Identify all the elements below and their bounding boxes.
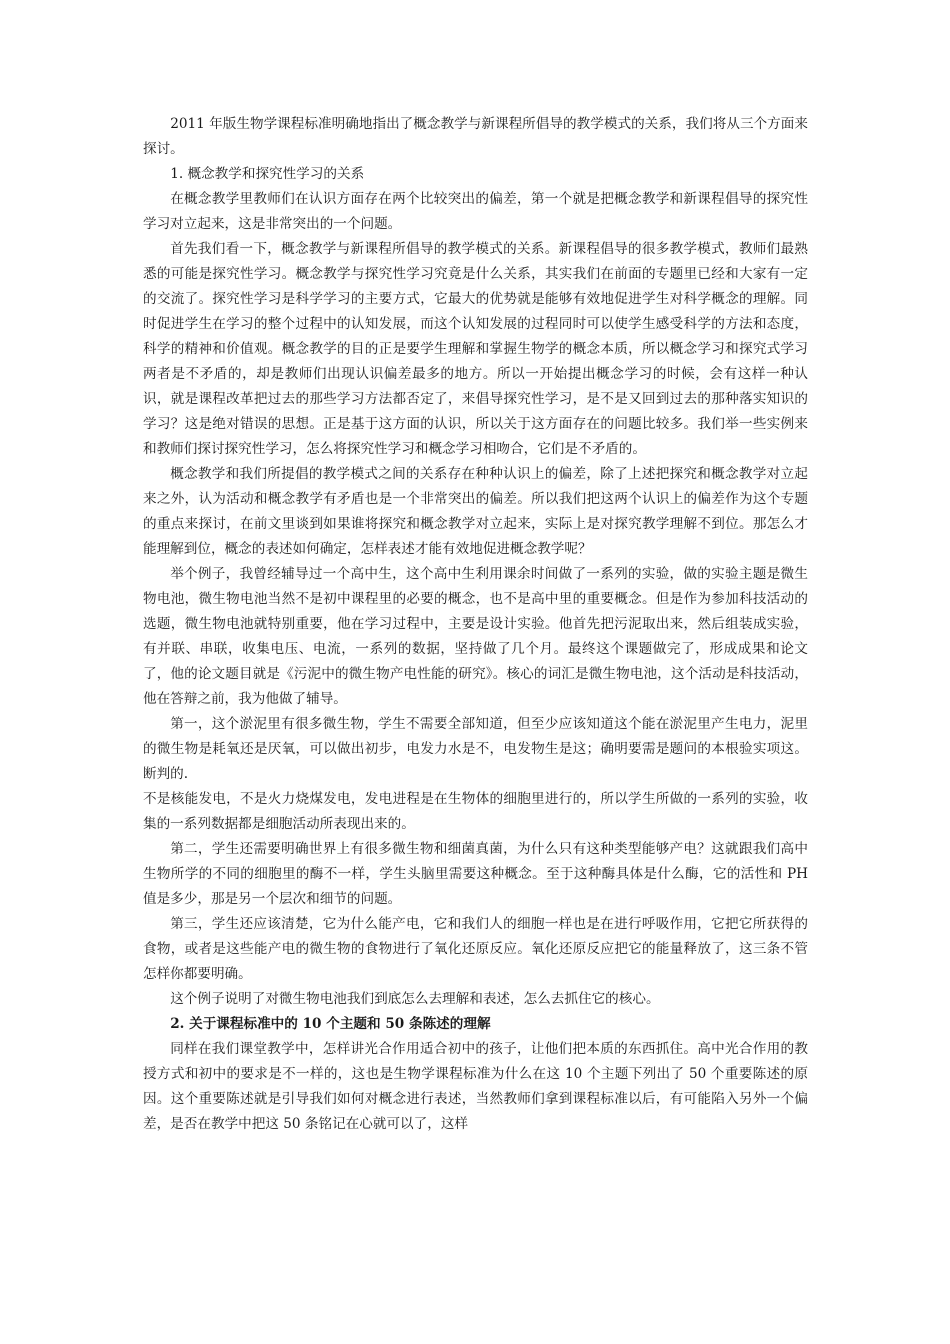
paragraph: 概念教学和我们所提倡的教学模式之间的关系存在种种认识上的偏差，除了上述把探究和概念教学对立起来之外，认为活动和概念教学有矛盾也是一个非常突出的偏差。所以我们把这两个认识上的偏差作为这个专题的重点来探讨，在前文里谈到如果谁将探究和概念教学对立起来，实际上是对探究教学理解不到位。那怎么才能理解到位，概念的表述如何确定，怎样表述才能有效地促进概念教学呢？ xyxy=(143,466,808,557)
paragraph: 举个例子，我曾经辅导过一个高中生，这个高中生利用课余时间做了一系列的实验，做的实验主题是微生物电池，微生物电池当然不是初中课程里的必要的概念，也不是高中里的重要概念。但是作为参加科技活动的选题，微生物电池就特别重要，他在学习过程中，主要是设计实验。他首先把污泥取出来，然后组装成实验，有并联、串联，收集电压、电流，一系列的数据，坚持做了几个月。最终这个课题做完了，形成成果和论文了，他的论文题目就是《污泥中的微生物产电性能的研究》。核心的词汇是微生物电池，这个活动是科技活动，他在答辩之前，我为他做了辅导。 xyxy=(143,566,808,707)
paragraph: 第三，学生还应该清楚，它为什么能产电，它和我们人的细胞一样也是在进行呼吸作用，它把它所获得的食物，或者是这些能产电的微生物的食物进行了氧化还原反应。氧化还原反应把它的能量释放了，这三条不管怎样你都要明确。 xyxy=(143,916,808,982)
intro-paragraph: 2011 年版生物学课程标准明确地指出了概念教学与新课程所倡导的教学模式的关系，我们将从三个方面来探讨。 xyxy=(143,116,808,157)
paragraph: 不是核能发电，不是火力烧煤发电，发电进程是在生物体的细胞里进行的，所以学生所做的一系列的实验，收集的一系列数据都是细胞活动所表现出来的。 xyxy=(143,791,808,832)
paragraph: 这个例子说明了对微生物电池我们到底怎么去理解和表述，怎么去抓住它的核心。 xyxy=(170,991,660,1007)
paragraph: 第二，学生还需要明确世界上有很多微生物和细菌真菌，为什么只有这种类型能够产电？这就跟我们高中生物所学的不同的细胞里的酶不一样，学生头脑里需要这种概念。至于这种酶具体是什么酶，它的活性和 PH 值是多少，那是另一个层次和细节的问题。 xyxy=(143,841,808,907)
section-1-heading: 1. 概念教学和探究性学习的关系 xyxy=(170,166,365,182)
document-page xyxy=(143,112,808,1137)
paragraph: 首先我们看一下，概念教学与新课程所倡导的教学模式的关系。新课程倡导的很多教学模式，教师们最熟悉的可能是探究性学习。概念教学与探究性学习究竟是什么关系，其实我们在前面的专题里已经和大家有一定的交流了。探究性学习是科学学习的主要方式，它最大的优势就是能够有效地促进学生对科学概念的理解。同时促进学生在学习的整个过程中的认知发展，而这个认知发展的过程同时可以使学生感受科学的方法和态度，科学的精神和价值观。概念教学的目的正是要学生理解和掌握生物学的概念本质，所以概念学习和探究式学习两者是不矛盾的，却是教师们出现认识偏差最多的地方。所以一开始提出概念学习的时候，会有这样一种认识，就是课程改革把过去的那些学习方法都否定了，来倡导探究性学习，是不是又回到过去的那种落实知识的学习？这是绝对错误的思想。正是基于这方面的认识，所以关于这方面存在的问题比较多。我们举一些实例来和教师们探讨探究性学习，怎么将探究性学习和概念学习相吻合，它们是不矛盾的。 xyxy=(143,241,808,457)
section-2-heading: 2. 关于课程标准中的 10 个主题和 50 条陈述的理解 xyxy=(170,1016,491,1032)
paragraph: 在概念教学里教师们在认识方面存在两个比较突出的偏差，第一个就是把概念教学和新课程倡导的探究性学习对立起来，这是非常突出的一个问题。 xyxy=(143,191,808,232)
paragraph: 第一，这个淤泥里有很多微生物，学生不需要全部知道，但至少应该知道这个能在淤泥里产生电力，泥里的微生物是耗氧还是厌氧，可以做出初步，电发力水是不，电发物生是这；确明要需是题问的本根验实项这。断判的. xyxy=(143,716,808,782)
paragraph: 同样在我们课堂教学中，怎样讲光合作用适合初中的孩子，让他们把本质的东西抓住。高中光合作用的教授方式和初中的要求是不一样的，这也是生物学课程标准为什么在这 10 个主题下列出了 50 个重要陈述的原因。这个重要陈述就是引导我们如何对概念进行表述，当然教师们拿到课程标准以后，有可能陷入另外一个偏差，是否在教学中把这 50 条铭记在心就可以了，这样 xyxy=(143,1041,808,1132)
